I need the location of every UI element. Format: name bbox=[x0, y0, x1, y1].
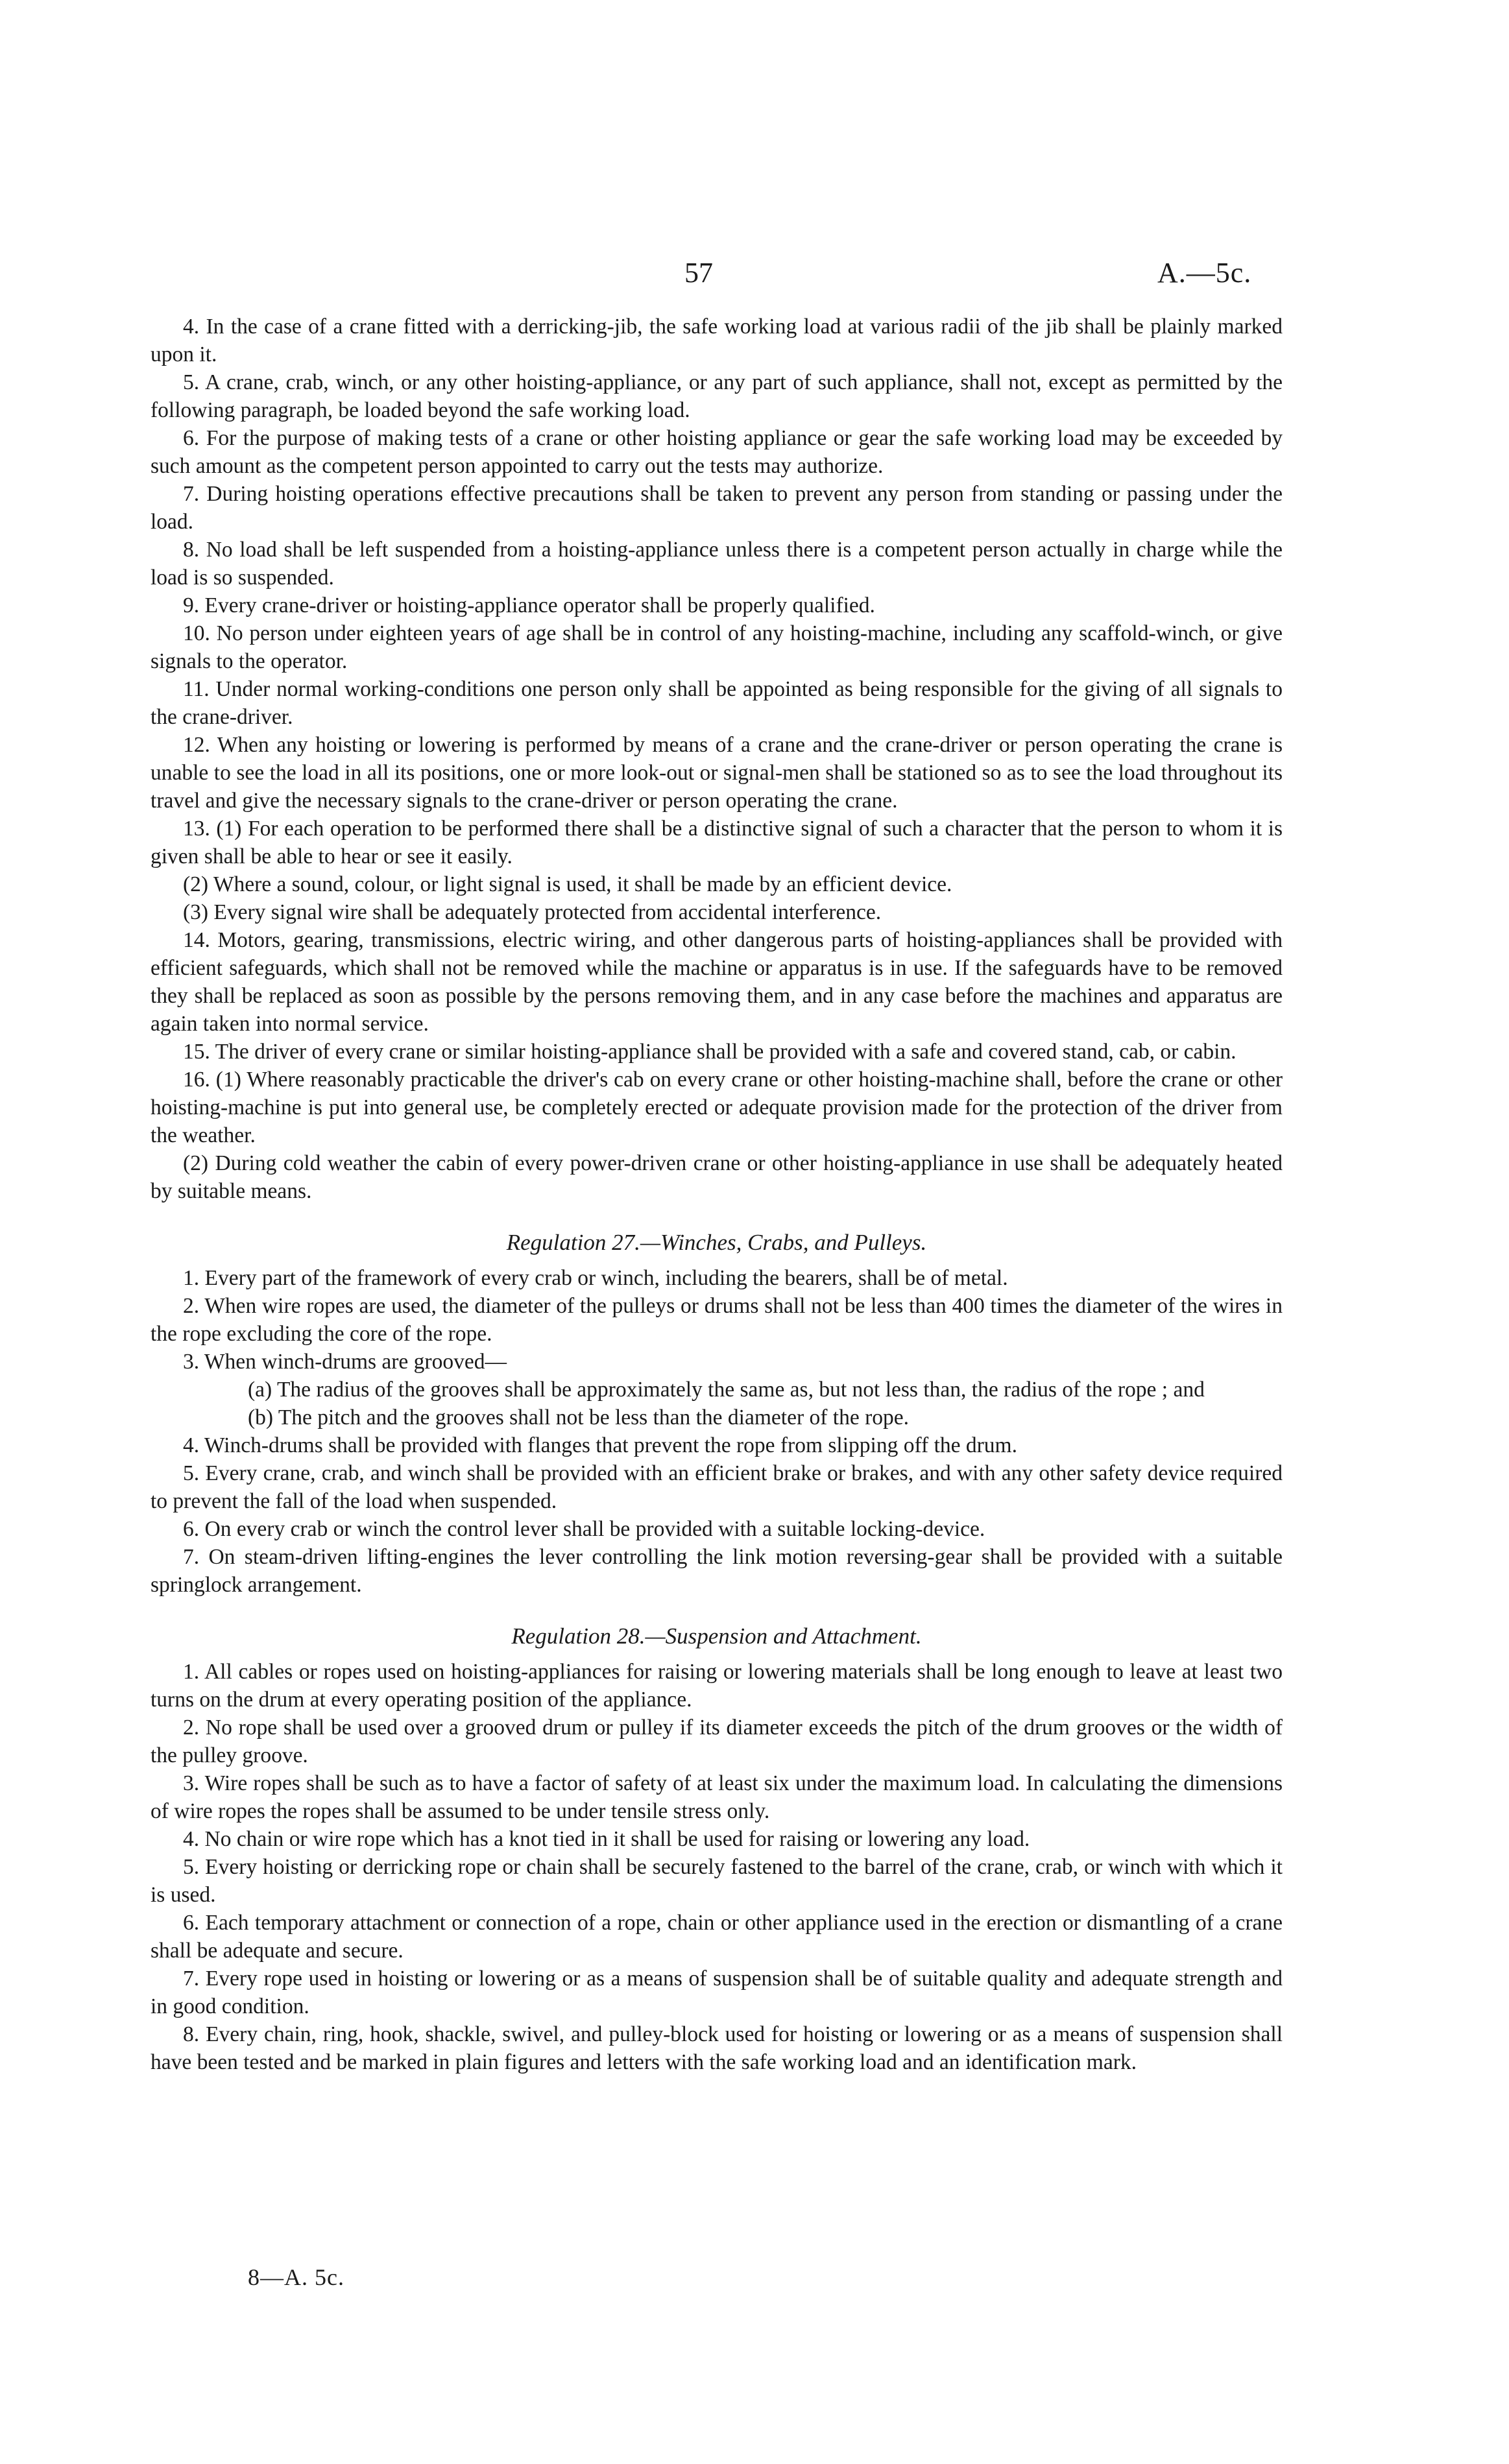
paragraph: (3) Every signal wire shall be adequately protected from accidental interference. bbox=[183, 900, 882, 924]
paragraph: (2) During cold weather the cabin of every power-driven crane or other hoisting-appliance in use shall be adequately heated by suitable means. bbox=[151, 1151, 1283, 1203]
paragraph: 13. (1) For each operation to be performed there shall be a distinctive signal of such a character that the person to whom it is given shall be able to hear or see it easily. bbox=[151, 817, 1283, 868]
footer-signature: 8—A. 5c. bbox=[248, 2264, 344, 2290]
regulation-26-continued bbox=[151, 313, 1283, 1205]
paragraph: 1. All cables or ropes used on hoisting-appliances for raising or lowering materials shall be long enough to leave at least two turns on the drum at every operating position of the appliance. bbox=[151, 1660, 1283, 1712]
paragraph: 9. Every crane-driver or hoisting-appliance operator shall be properly qualified. bbox=[183, 593, 875, 617]
paragraph: 8. Every chain, ring, hook, shackle, swivel, and pulley-block used for hoisting or lowering or as a means of suspension shall have been tested and be marked in plain figures and letters with the safe working load and an identification mark. bbox=[151, 2022, 1283, 2074]
paragraph: 4. No chain or wire rope which has a knot tied in it shall be used for raising or lowering any load. bbox=[183, 1827, 1030, 1851]
page-header bbox=[0, 256, 1509, 308]
paragraph: 6. Each temporary attachment or connection of a rope, chain or other appliance used in the erection or dismantling of a crane shall be adequate and secure. bbox=[151, 1911, 1283, 1963]
regulation-27-section bbox=[151, 1228, 1283, 1599]
sub-paragraph: (a) The radius of the grooves shall be approximately the same as, but not less than, the radius of the rope ; and bbox=[248, 1378, 1205, 1402]
paragraph: 3. When winch-drums are grooved— bbox=[183, 1350, 507, 1374]
paragraph: 7. During hoisting operations effective precautions shall be taken to prevent any person from standing or passing under the load. bbox=[151, 482, 1283, 534]
paragraph: 5. Every hoisting or derricking rope or chain shall be securely fastened to the barrel of the crane, crab, or winch with which it is used. bbox=[151, 1855, 1283, 1907]
regulation-28-section bbox=[151, 1622, 1283, 2076]
paragraph: 4. Winch-drums shall be provided with flanges that prevent the rope from slipping off the drum. bbox=[183, 1433, 1017, 1457]
section-heading: Regulation 28.—Suspension and Attachment. bbox=[511, 1623, 922, 1649]
paragraph: 10. No person under eighteen years of age shall be in control of any hoisting-machine, including any scaffold-winch, or give signals to the operator. bbox=[151, 621, 1283, 673]
sub-paragraph: (b) The pitch and the grooves shall not be less than the diameter of the rope. bbox=[248, 1405, 909, 1429]
paragraph: 2. No rope shall be used over a grooved drum or pulley if its diameter exceeds the pitch of the drum grooves or the width of the pulley groove. bbox=[151, 1716, 1283, 1767]
paragraph: 6. On every crab or winch the control lever shall be provided with a suitable locking-device. bbox=[183, 1517, 985, 1541]
paragraph: 2. When wire ropes are used, the diameter of the pulleys or drums shall not be less than 400 times the diameter of the wires in the rope excluding the core of the rope. bbox=[151, 1294, 1283, 1346]
paragraph: 14. Motors, gearing, transmissions, electric wiring, and other dangerous parts of hoisting-appliances shall be provided with efficient safeguards, which shall not be removed while the machine or apparatus is in use. If the safeguards have to be removed they shall be replaced as soon as possible by the persons removing them, and in any case before the machines and apparatus are again taken into normal service. bbox=[151, 928, 1283, 1036]
paragraph: 15. The driver of every crane or similar hoisting-appliance shall be provided with a safe and covered stand, cab, or cabin. bbox=[183, 1040, 1237, 1064]
body-text bbox=[151, 313, 1283, 2076]
paragraph: 8. No load shall be left suspended from a hoisting-appliance unless there is a competent person actually in charge while the load is so suspended. bbox=[151, 538, 1283, 590]
paragraph: 7. Every rope used in hoisting or lowering or as a means of suspension shall be of suitable quality and adequate strength and in good condition. bbox=[151, 1967, 1283, 2018]
paragraph: (2) Where a sound, colour, or light signal is used, it shall be made by an efficient device. bbox=[183, 872, 952, 896]
paragraph: 11. Under normal working-conditions one person only shall be appointed as being responsible for the giving of all signals to the crane-driver. bbox=[151, 677, 1283, 729]
paragraph: 6. For the purpose of making tests of a crane or other hoisting appliance or gear the safe working load may be exceeded by such amount as the competent person appointed to carry out the tests may authorize. bbox=[151, 426, 1283, 478]
paragraph: 4. In the case of a crane fitted with a derricking-jib, the safe working load at various radii of the jib shall be plainly marked upon it. bbox=[151, 315, 1283, 366]
paragraph: 1. Every part of the framework of every crab or winch, including the bearers, shall be of metal. bbox=[183, 1266, 1008, 1290]
paragraph: 12. When any hoisting or lowering is performed by means of a crane and the crane-driver or person operating the crane is unable to see the load in all its positions, one or more look-out or signal-men shall be stationed so as to see the load throughout its travel and give the necessary signals to the crane-driver or person operating the crane. bbox=[151, 733, 1283, 813]
page-number: 57 bbox=[684, 257, 713, 289]
document-reference: A.—5c. bbox=[1157, 257, 1252, 289]
paragraph: 16. (1) Where reasonably practicable the driver's cab on every crane or other hoisting-machine shall, before the crane or other hoisting-machine is put into general use, be completely erected or adequate provision made for the protection of the driver from the weather. bbox=[151, 1068, 1283, 1147]
paragraph: 3. Wire ropes shall be such as to have a factor of safety of at least six under the maximum load. In calculating the dimensions of wire ropes the ropes shall be assumed to be under tensile stress only. bbox=[151, 1771, 1283, 1823]
paragraph: 5. A crane, crab, winch, or any other hoisting-appliance, or any part of such appliance, shall not, except as permitted by the following paragraph, be loaded beyond the safe working load. bbox=[151, 370, 1283, 422]
section-heading: Regulation 27.—Winches, Crabs, and Pulleys. bbox=[506, 1230, 927, 1255]
paragraph: 7. On steam-driven lifting-engines the lever controlling the link motion reversing-gear shall be provided with a suitable springlock arrangement. bbox=[151, 1545, 1283, 1597]
paragraph: 5. Every crane, crab, and winch shall be provided with an efficient brake or brakes, and with any other safety device required to prevent the fall of the load when suspended. bbox=[151, 1461, 1283, 1513]
